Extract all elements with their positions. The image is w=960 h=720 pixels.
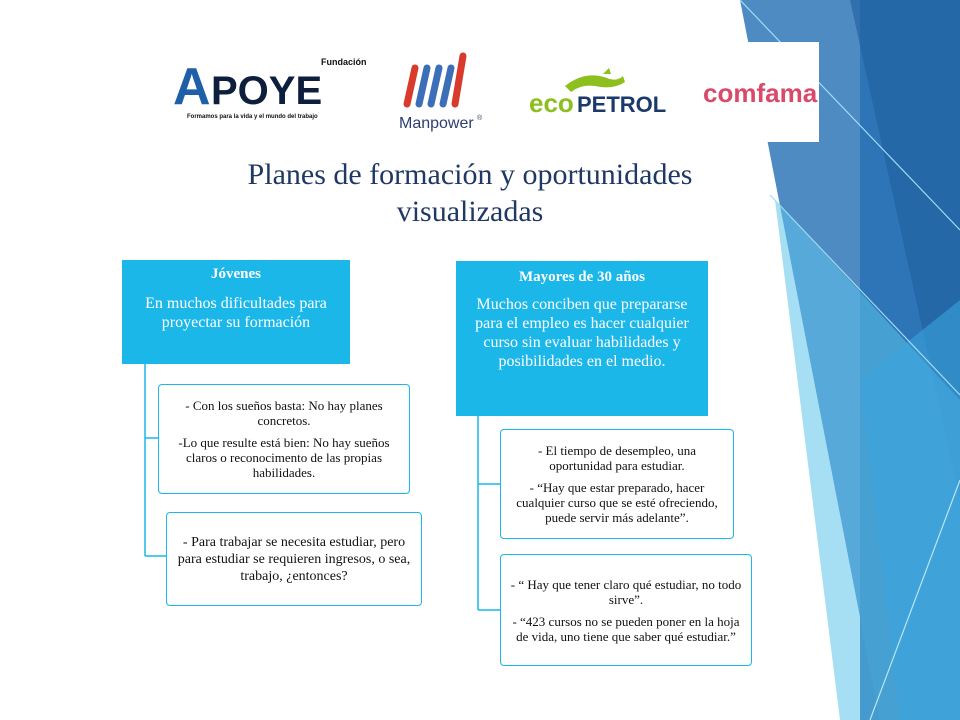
jovenes-main-box: [122, 260, 350, 364]
ecopetrol-name-b: PETROL: [577, 92, 667, 117]
jovenes-heading: Jóvenes: [211, 266, 261, 282]
slide-title-line1: Planes de formación y oportunidades: [247, 158, 693, 191]
mayores-body: Muchos conciben que prepararse para el empleo es hacer cualquier curso sin evaluar habilidades y posibilidades en el medio.: [475, 296, 689, 370]
jovenes-sub1-p1: - Con los sueños basta: No hay planes concretos.: [185, 398, 383, 428]
jovenes-body: En muchos dificultades para proyectar su formación: [145, 295, 327, 331]
mayores-heading: Mayores de 30 años: [519, 269, 645, 285]
mayores-sub2-p1: - “ Hay que tener claro qué estudiar, no todo sirve”.: [510, 576, 742, 607]
apoye-brand-rest: POYE: [211, 69, 323, 113]
mayores-main-box: [456, 261, 708, 416]
ecopetrol-name-a: eco: [529, 88, 574, 118]
mayores-sub-box-2: [500, 554, 752, 666]
jovenes-sub2-p1: - Para trabajar se necesita estudiar, pero para estudiar se requieren ingresos, o sea, trabajo, ¿entonces?: [177, 534, 411, 584]
mayores-sub2-p2: - “423 cursos no se pueden poner en la hoja de vida, uno tiene que saber qué estudiar.”: [512, 613, 740, 644]
slide-title-line2: visualizadas: [396, 195, 544, 228]
comfama-name: comfama: [703, 78, 818, 108]
mayores-sub-box-1: [500, 429, 734, 539]
apoye-tagline: Formamos para la vida y el mundo del trabajo: [187, 114, 318, 120]
apoye-prefix: Fundación: [321, 57, 367, 67]
manpower-mark: ®: [477, 115, 483, 122]
jovenes-sub-box-2: [166, 512, 422, 606]
mayores-sub1-p1: - El tiempo de desempleo, una oportunidad para estudiar.: [537, 443, 697, 473]
manpower-name: Manpower: [399, 115, 474, 132]
apoye-brand-a: A: [173, 58, 211, 116]
jovenes-sub1-p2: -Lo que resulte está bien: No hay sueños claros o reconocimento de las propias habilidades.: [178, 435, 390, 480]
mayores-sub1-p2: - “Hay que estar preparado, hacer cualquier curso que se esté ofreciendo, puede servir más adelante”.: [516, 480, 718, 525]
jovenes-sub-box-1: [158, 384, 410, 494]
